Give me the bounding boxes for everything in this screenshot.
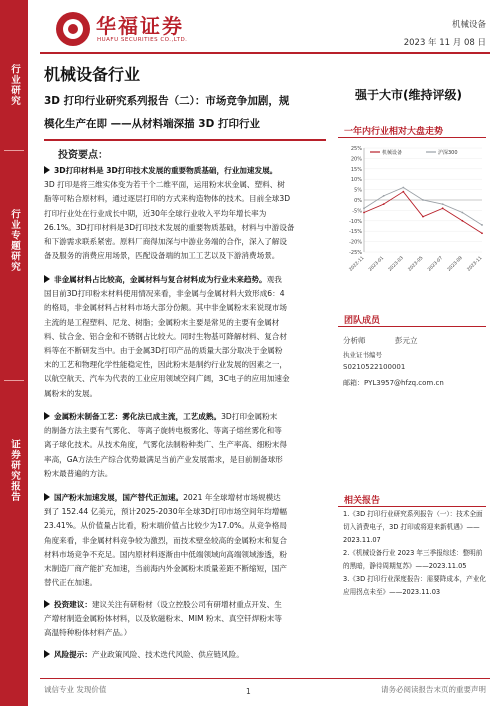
y-tick-label: -5% [352, 208, 362, 215]
title-line: 模化生产在即 ——从材料端深描 3D 打印行业 [44, 118, 260, 130]
analyst-name: 彭元立 [395, 336, 418, 345]
sidebar-divider [4, 380, 24, 381]
data-point [442, 207, 444, 209]
paragraph-line: 以航空航天、汽车为代表的工业应用领域空间广阔，3C电子的应用加速金 [44, 374, 290, 384]
title-rule [44, 139, 326, 141]
paragraph-line: 主流的是工程塑料、尼龙、树脂；金属粉末主要是常见的主要有金属材 [44, 317, 280, 327]
data-point [363, 212, 365, 214]
bullet-arrow-icon [44, 275, 50, 283]
paragraph-line: 国目前3D打印粉末材料使用情况来看，非金属与金属材料大致形成6：4 [44, 289, 285, 299]
sidebar-section-industry-research: 行业研究 [9, 64, 20, 106]
data-point [481, 232, 483, 234]
paragraph-line: 3D 打印是将三维实体变为若干个二维平面，运用粉末状金属、塑料、树 [44, 180, 285, 190]
paragraph-powder-process [44, 410, 326, 481]
paragraph-line: 角度来看，非金属材料竞争较为激烈，而技术壁垒较高的金属粉末和复合 [44, 535, 287, 545]
email-label: 邮箱： [343, 379, 364, 387]
page-number: 1 [246, 687, 251, 696]
bullet-arrow-icon [44, 600, 50, 608]
paragraph-materials [44, 164, 326, 263]
analyst-label: 分析师 [343, 336, 366, 345]
sidebar-divider [4, 150, 24, 151]
sidebar-section-securities-report: 证券研究报告 [9, 438, 20, 502]
x-tick-label: 2023-09 [446, 255, 464, 273]
data-point [383, 203, 385, 205]
left-sidebar [0, 0, 28, 706]
paragraph-line: 末制造厂商产能扩充加速，当前海内外金属粉末质量差距不断缩短，国产 [44, 564, 287, 574]
paragraph-line: 和下游需求联系紧密。原料厂商得加深与中游业务端的合作，深入了解设 [44, 237, 287, 247]
y-tick-label: -20% [349, 239, 362, 246]
sidebar-section-topic-research: 行业专题研究 [9, 208, 20, 272]
bullet-arrow-icon [44, 650, 50, 658]
industry-heading: 机械设备行业 [44, 65, 141, 84]
footer-rule [40, 678, 490, 679]
team-rule [338, 326, 486, 327]
paragraph-lead-tail: 2021 年全球增材市场规模达 [183, 493, 281, 502]
logo-mark-icon [56, 12, 90, 46]
x-tick-label: 2023-01 [368, 255, 386, 273]
bullet-arrow-icon [44, 166, 50, 174]
header-rule [40, 52, 490, 54]
invest-heading: 投资要点： [58, 150, 108, 161]
paragraph-lead-tail: 产业政策风险、技术迭代风险、供应链风险。 [91, 650, 244, 659]
paragraph-lead: 非金属材料占比较高，金属材料与复合材料成为行业未来趋势。 [54, 275, 267, 284]
data-point [461, 220, 463, 222]
footer-disclaimer: 请务必阅读报告末页的重要声明 [381, 685, 486, 694]
paragraph-line: 备及服务的消费应用场景，匹配设备端的加工工艺以及下游消费场景。 [44, 251, 280, 261]
footer-slogan: 诚信专业 发现价值 [44, 685, 107, 694]
paragraph-lead: 国产粉末加速发展，国产替代正加速。 [54, 493, 184, 502]
legend-label: 机械设备 [382, 150, 403, 156]
y-tick-label: 20% [350, 156, 362, 163]
y-tick-label: 15% [350, 166, 362, 173]
report-title [44, 90, 324, 136]
paragraph-lead: 金属粉末制备工艺：雾化法已成主流，工艺成熟。 [54, 412, 222, 421]
data-point [363, 207, 365, 209]
team-title: 团队成员 [344, 316, 381, 326]
paragraph-line: 粉末最普遍的方法。 [44, 468, 113, 478]
cert-label: 执业证书编号 [343, 351, 382, 359]
x-tick-label: 2023-05 [407, 255, 425, 273]
y-tick-label: -15% [349, 229, 362, 236]
paragraph-line: 产增材制造金属粉体材料，以及软磁粉末、MIM 粉末、真空钎焊粉末等 [44, 614, 282, 624]
x-tick-label: 2022-11 [348, 255, 366, 273]
paragraph-line: 的格局，非金属材料占材料市场大部分份额。其中非金属粉末来说现市场 [44, 303, 287, 313]
email-link[interactable]: PYL3957@hfzq.com.cn [364, 379, 444, 387]
series-line [364, 188, 482, 225]
report-date: 2023 年 11 月 08 日 [403, 38, 486, 48]
data-point [442, 203, 444, 205]
rating-label: 强于大市(维持评级) [355, 88, 462, 102]
x-tick-label: 2023-07 [427, 255, 445, 273]
paragraph-lead-tail: 观我 [266, 275, 282, 284]
paragraph-line: 离子球化技术。从技术角度，气雾化法制粉种类广、生产率高、细粉末得 [44, 440, 287, 450]
related-rule [338, 506, 486, 507]
email-row [343, 378, 444, 388]
relative-trend-chart [338, 142, 488, 274]
y-tick-label: 25% [350, 146, 362, 152]
paragraph-non-metal [44, 273, 326, 401]
legend-label: 沪深300 [438, 150, 458, 156]
data-point [402, 191, 404, 193]
paragraph-line: 属粉末的发展。 [44, 388, 98, 398]
x-tick-label: 2023-11 [466, 255, 484, 273]
paragraph-line: 到了 152.44 亿美元，预计2025-2030年全球3D打印市场空间年均增幅 [44, 507, 287, 517]
company-logo [56, 12, 187, 46]
paragraph-domestic [44, 491, 326, 590]
paragraph-risk [44, 648, 326, 662]
logo-name-cn: 华福证券 [96, 14, 184, 38]
industry-tag: 机械设备 [451, 20, 486, 30]
y-tick-label: 5% [354, 187, 362, 194]
paragraph-lead: 投资建议： [54, 600, 92, 609]
paragraph-lead-tail: 3D打印金属粉末 [221, 412, 278, 421]
related-item[interactable]: 3.《3D 打印行业深度报告：需要降成本，产业化应用拐点未至》——2023.11.03 [343, 575, 486, 596]
paragraph-line: 末的工艺和物理化学性能稳定性，因此粉末是制约行业发展的因素之一， [44, 360, 287, 370]
data-point [422, 199, 424, 201]
paragraph-lead-tail: 建议关注有研粉材（设立控股公司有研增材重点开发、生 [91, 600, 282, 609]
paragraph-line: 高温特种粉体材料产品。） [44, 628, 132, 638]
y-tick-label: 0% [354, 198, 362, 204]
paragraph-investment-advice [44, 598, 326, 641]
paragraph-line: 脂等可粘合原材料，通过逐层打印的方式来构造物体的技术。目前全球3D [44, 194, 291, 204]
y-tick-label: -25% [349, 250, 362, 256]
paragraph-line: 26.1%。3D打印材料是3D打印技术发展的重要物质基础，材料与中游设备 [44, 222, 295, 232]
paragraph-line: 替代正在加速。 [44, 578, 98, 588]
title-line: 3D 打印行业研究系列报告（二）：市场竞争加剧，规 [44, 95, 290, 107]
x-tick-label: 2023-03 [387, 255, 405, 273]
bullet-arrow-icon [44, 412, 50, 420]
logo-name-en: HUAFU SECURITIES CO.,LTD. [97, 37, 188, 43]
paragraph-line: 料等在不断研发当中。由于金属3D打印产品的质量大部分取决于金属粉 [44, 346, 283, 356]
paragraph-line: 料、钛合金、铝合金和不锈钢占比较大。同时生物基可降解材料、复合材 [44, 331, 287, 341]
series-line [364, 192, 482, 234]
related-item[interactable]: 1.《3D 打印行业研究系列报告（一）：技术全面切入消费电子，3D 打印或将迎来新机遇》——2023.11.07 [343, 510, 483, 544]
cert-number: S0210522100001 [343, 363, 406, 371]
paragraph-lead: 3D打印材料是 3D打印技术发展的重要物质基础，行业加速发展。 [54, 166, 278, 175]
data-point [383, 195, 385, 197]
related-title: 相关报告 [344, 496, 381, 506]
paragraph-line: 23.41%。从价值量占比看，粉末端价值占比较少为17.0%。从竞争格局 [44, 521, 287, 531]
chart-title: 一年内行业相对大盘走势 [344, 127, 444, 137]
data-point [422, 216, 424, 218]
y-tick-label: 10% [350, 177, 362, 184]
paragraph-lead: 风险提示： [54, 650, 92, 659]
paragraph-line: 打印行业处在行业成长中期，近30年全球行业收入平均年增长率为 [44, 208, 267, 218]
y-tick-label: -10% [349, 218, 362, 225]
paragraph-line: 的制备方法主要有气雾化、 等离子旋转电极雾化、等离子熔丝雾化和等 [44, 426, 282, 436]
chart-rule [338, 137, 486, 138]
data-point [402, 187, 404, 189]
paragraph-line: 率高，GA方法生产综合优势最满足当前产业发展需求，是目前制备球形 [44, 454, 283, 464]
paragraph-line: 材料市场竞争不充足。国内原材料逐渐由中低端领域向高端领域渗透，粉 [44, 549, 287, 559]
bullet-arrow-icon [44, 493, 50, 501]
related-item[interactable]: 2.《机械设备行业 2023 年三季报综述：整明前的黑暗，静待周期复苏》——2023.11.05 [343, 549, 483, 570]
data-point [461, 212, 463, 214]
data-point [481, 224, 483, 226]
